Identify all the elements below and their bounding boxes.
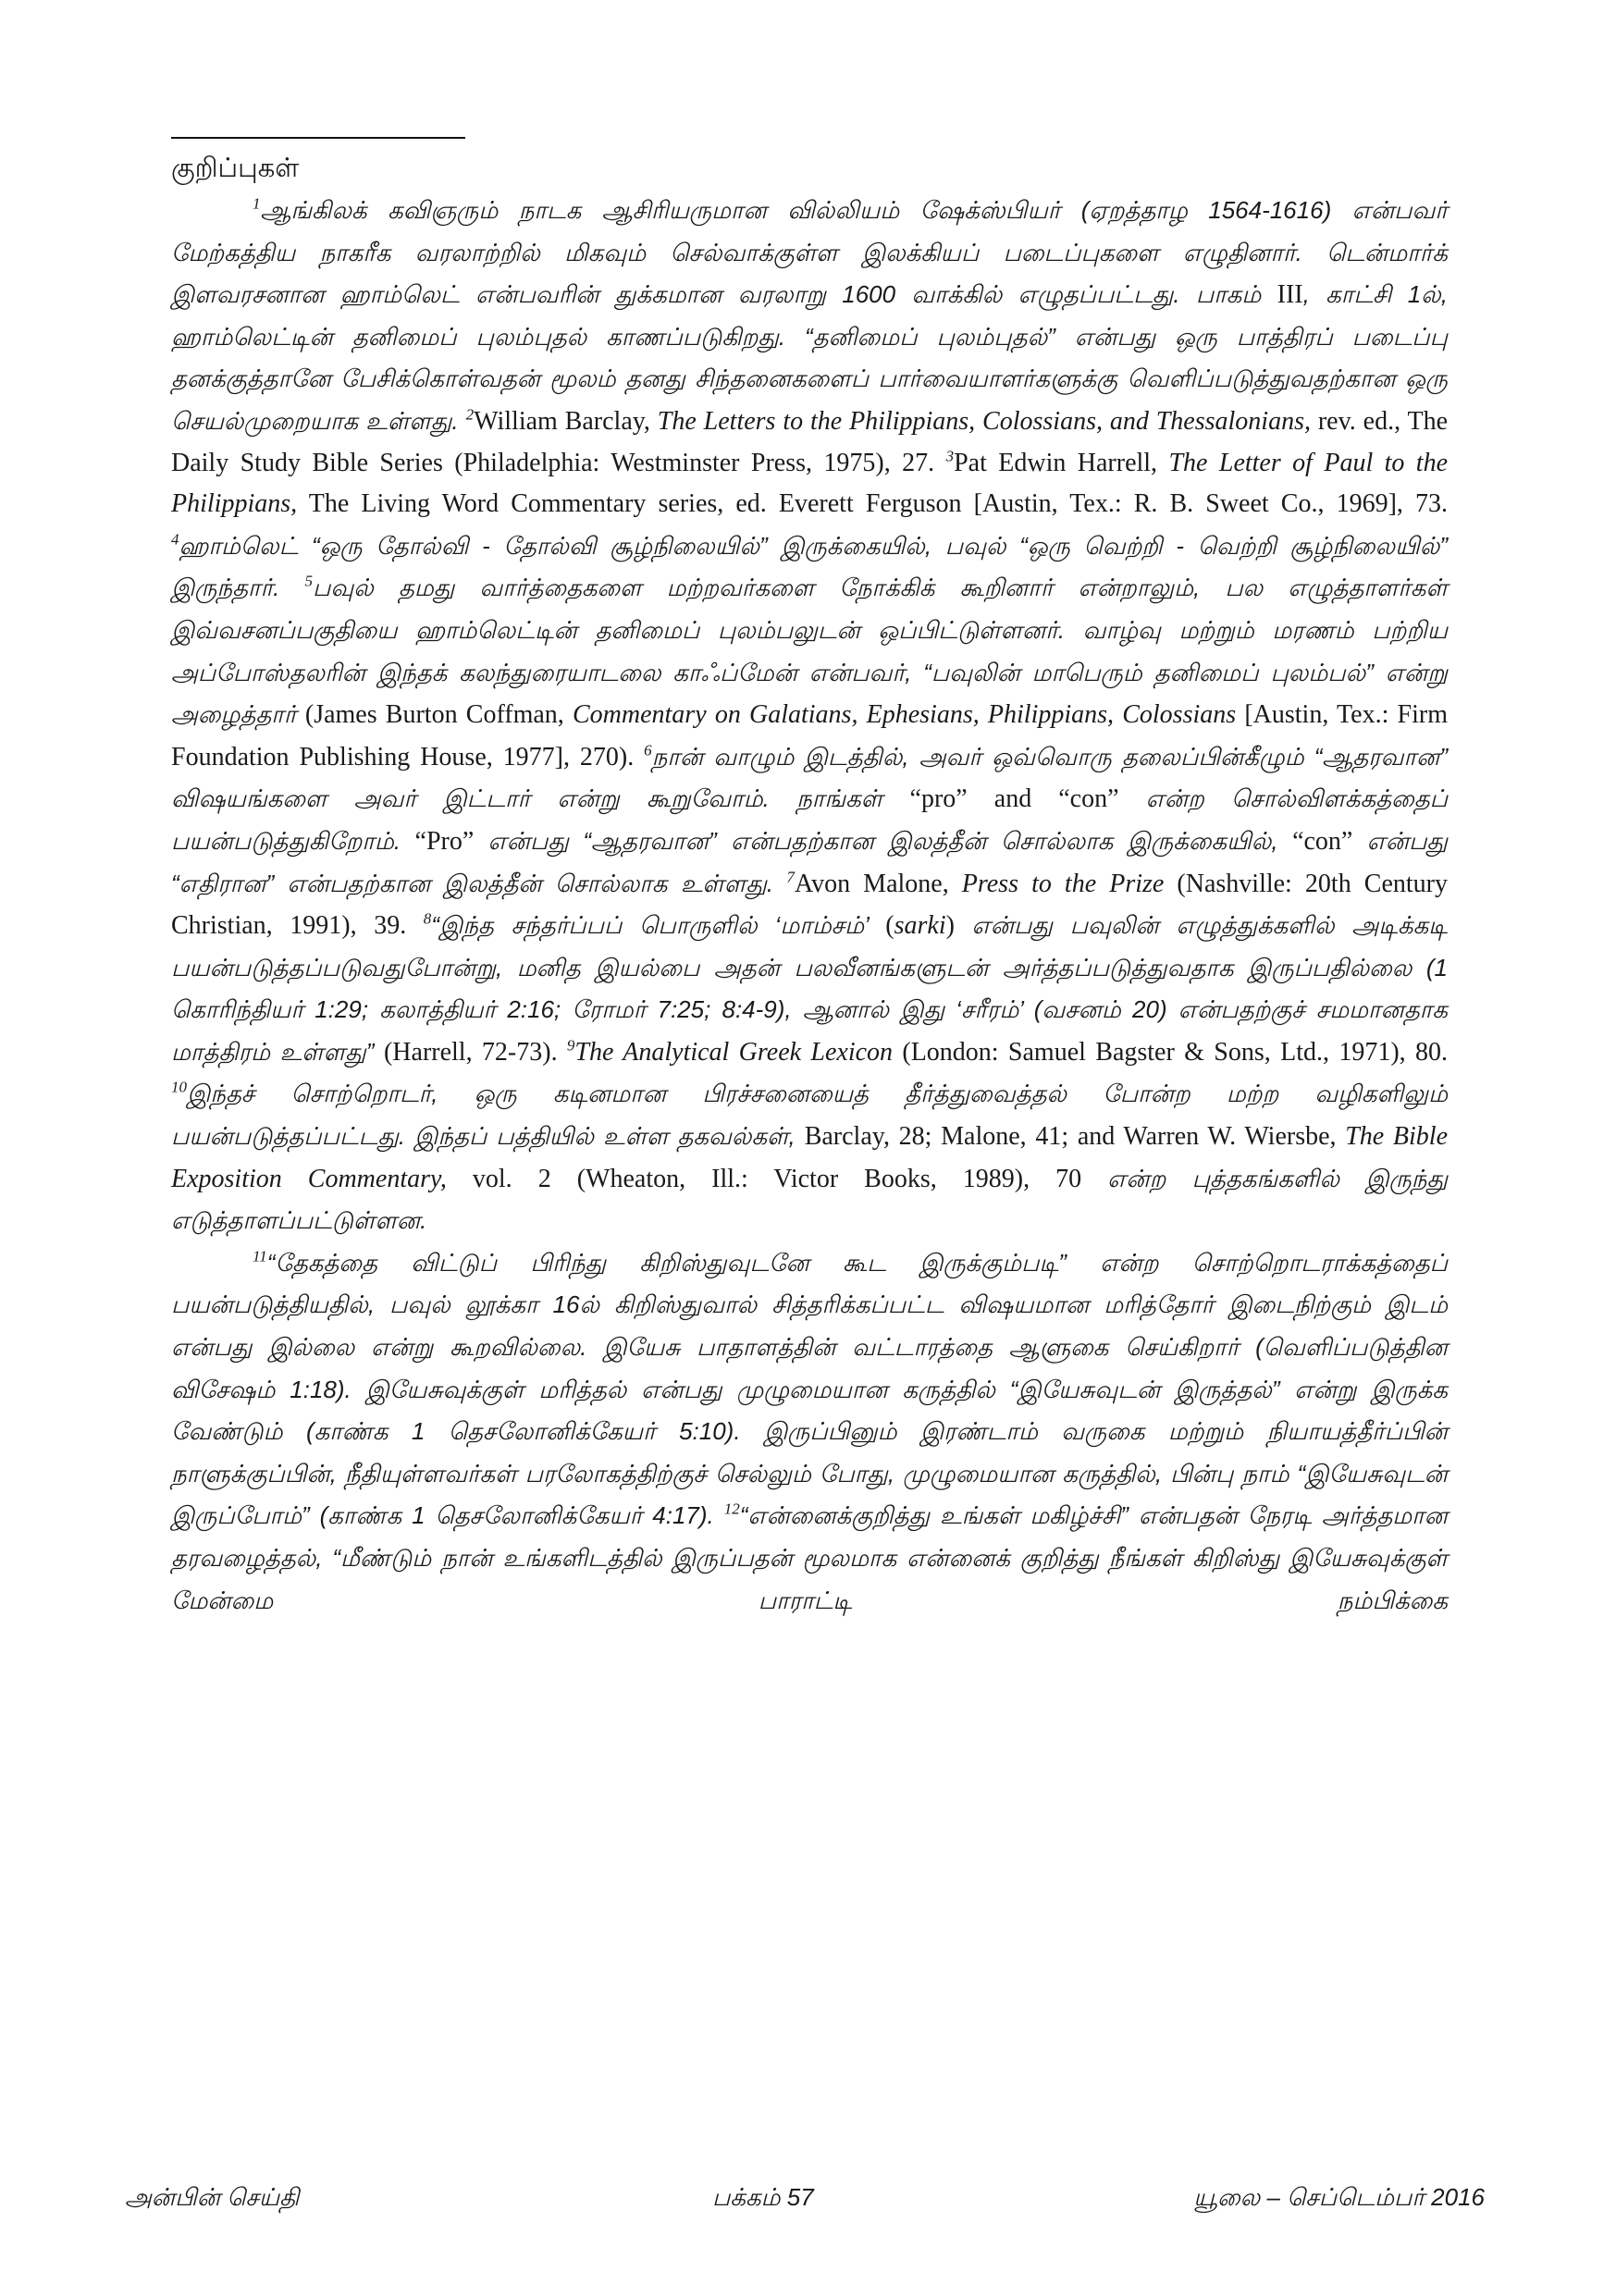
- text-segment: (Nashville: 20th Century Christian, 1991), 39.: [171, 869, 1448, 941]
- text-segment: “இந்த சந்தர்ப்பப் பொருளில் ‘மாம்சம்’: [431, 911, 886, 940]
- footer-page-number: பக்கம் 57: [712, 2183, 814, 2211]
- footnote-paragraph: [171, 1242, 1448, 1622]
- text-segment: “pro” and “con”: [909, 784, 1146, 814]
- footnote-number: 1: [253, 194, 261, 213]
- text-segment: “con”: [1292, 826, 1367, 856]
- text-segment: The Bible Exposition Commentary,: [171, 1122, 1449, 1193]
- text-segment: , காட்சி 1ல், ஹாம்லெட்டின் தனிமைப் புலம்புதல் காணப்படுகிறது. “தனிமைப் புலம்புதல்” என்பது ஒரு பாத்திரப் படைப்பு தனக்குத்தானே பேசிக்கொள்வதன் மூலம் தனது சிந்தனைகளைப் பார்வையாளர்களுக்கு வெளிப்படுத்துவதற்கான ஒரு செயல்முறையாக உள்ளது.: [171, 280, 1448, 435]
- text-segment: Barclay, 28; Malone, 41; and Warren W. Wiersbe,: [804, 1122, 1346, 1152]
- text-segment: “என்னைக்குறித்து உங்கள் மகிழ்ச்சி” என்பதன் நேரடி அர்த்தமான தரவழைத்தல், “மீண்டும் நான் உங்களிடத்தில் இருப்பதன் மூலமாக என்னைக் குறித்து நீங்கள் கிறிஸ்து இயேசுவுக்குள் மேன்மை பாராட்டி நம்பிக்கை: [171, 1501, 1448, 1614]
- text-segment: [Austin, Tex.: Firm Foundation Publishing House, 1977], 270).: [171, 700, 1449, 772]
- footnote-number: 7: [786, 868, 795, 886]
- footnote-number: 12: [723, 1500, 740, 1519]
- text-segment: ஆங்கிலக் கவிஞரும் நாடக ஆசிரியருமான வில்லியம் ஷேக்ஸ்பியர் (ஏறத்தாழ 1564-1616) என்பவர் மேற்கத்திய நாகரீக வரலாற்றில் மிகவும் செல்வாக்குள்ள இலக்கியப் படைப்புகளை எழுதினார். டென்மார்க் இளவரசனான ஹாம்லெட் என்பவரின் துக்கமான வரலாறு 1600 வாக்கில் எழுதப்பட்டது. பாகம்: [171, 196, 1448, 309]
- footnote-number: 2: [465, 405, 475, 424]
- footnote-number: 4: [171, 530, 179, 549]
- text-segment: நான் வாழும் இடத்தில், அவர் ஒவ்வொரு தலைப்பின்கீழும் “ஆதரவான” விஷயங்களை அவர் இட்டார் என்று கூறுவோம். நாங்கள்: [171, 742, 1449, 813]
- text-segment: ): [945, 911, 972, 941]
- text-segment: sarki: [894, 911, 946, 941]
- text-segment: William Barclay,: [474, 406, 658, 436]
- text-segment: The Letters to the Philippians, Colossians, and Thessalonians,: [657, 406, 1311, 436]
- text-segment: Pat Edwin Harrell,: [954, 448, 1169, 477]
- footnote-number: 6: [644, 741, 652, 759]
- text-segment: The Analytical Greek Lexicon: [574, 1037, 894, 1067]
- text-segment: The Living Word Commentary series, ed. Everett Ferguson [Austin, Tex.: R. B. Sweet Co., 1969], 73.: [297, 489, 1448, 519]
- footnote-number: 3: [945, 447, 955, 465]
- text-segment: என்பது பவுலின் எழுத்துக்களில் அடிக்கடி பயன்படுத்தப்படுவதுபோன்று, மனித இயல்பை அதன் பலவீனங்களுடன் அர்த்தப்படுத்துவதாக இருப்பதில்லை (1 கொரிந்தியர் 1:29; கலாத்தியர் 2:16; ரோமர் 7:25; 8:4-9), ஆனால் இது ‘சரீரம்’ (வசனம் 20) என்பதற்குச் சமமானதாக மாத்திரம் உள்ளது”: [171, 911, 1449, 1066]
- text-segment: rev. ed., The Daily Study Bible Series (Philadelphia: Westminster Press, 1975), 27.: [171, 406, 1448, 477]
- text-segment: என்ற சொல்விளக்கத்தைப் பயன்படுத்துகிறோம்.: [171, 784, 1448, 855]
- text-segment: (James Burton Coffman,: [304, 700, 573, 730]
- footnotes-body: [171, 190, 1448, 1622]
- text-segment: என்ற புத்தகங்களில் இருந்து எடுத்தாளப்பட்டுள்ளன.: [171, 1164, 1448, 1235]
- text-segment: Press to the Prize: [961, 869, 1165, 898]
- footnote-number: 9: [566, 1036, 575, 1055]
- text-segment: (London: Samuel Bagster & Sons, Ltd., 1971), 80.: [893, 1037, 1448, 1067]
- text-segment: (: [885, 911, 894, 941]
- text-segment: இந்தச் சொற்றொடர், ஒரு கடினமான பிரச்சனையைத் தீர்த்துவைத்தல் போன்ற மற்ற வழிகளிலும் பயன்படுத்தப்பட்டது. இந்தப் பத்தியில் உள்ள தகவல்கள்,: [171, 1080, 1448, 1151]
- text-segment: பவுல் தமது வார்த்தைகளை மற்றவர்களை நோக்கிக் கூறினார் என்றாலும், பல எழுத்தாளர்கள் இவ்வசனப்பகுதியை ஹாம்லெட்டின் தனிமைப் புலம்பலுடன் ஒப்பிட்டுள்ளனர். வாழ்வு மற்றும் மரணம் பற்றிய அப்போஸ்தலரின் இந்தக் கலந்துரையாடலை காஃப்மேன் என்பவர், “பவுலின் மாபெரும் தனிமைப் புலம்பல்” என்று அழைத்தார்: [171, 574, 1448, 729]
- footnote-separator-rule: [171, 137, 465, 139]
- text-segment: ஹாம்லெட் “ஒரு தோல்வி - தோல்வி சூழ்நிலையில்” இருக்கையில், பவுல் “ஒரு வெற்றி - வெற்றி சூழ்நிலையில்” இருந்தார்.: [171, 531, 1448, 602]
- text-segment: (Harrell, 72-73).: [383, 1037, 567, 1067]
- footer-issue-date: யூலை – செப்டெம்பர் 2016: [1193, 2183, 1485, 2211]
- text-segment: “தேகத்தை விட்டுப் பிரிந்து கிறிஸ்துவுடனே கூட இருக்கும்படி” என்ற சொற்றொடராக்கத்தைப் பயன்படுத்தியதில், பவுல் லூக்கா 16ல் கிறிஸ்துவால் சித்தரிக்கப்பட்ட விஷயமான மரித்தோர் இடைநிற்கும் இடம் என்பது இல்லை என்று கூறவில்லை. இயேசு பாதாளத்தின் வட்டாரத்தை ஆளுகை செய்கிறார் (வெளிப்படுத்தின விசேஷம் 1:18). இயேசுவுக்குள் மரித்தல் என்பது முழுமையான கருத்தில் “இயேசுவுடன் இருத்தல்” என்று இருக்க வேண்டும் (காண்க 1 தெசலோனிக்கேயர் 5:10). இருப்பினும் இரண்டாம் வருகை மற்றும் நியாயத்தீர்ப்பின் நாளுக்குப்பின், நீதியுள்ளவர்கள் பரலோகத்திற்குச் செல்லும் போது, முழுமையான கருத்தில், பின்பு நாம் “இயேசுவுடன் இருப்போம்” (காண்க 1 தெசலோனிக்கேயர் 4:17).: [171, 1248, 1449, 1530]
- footnote-number: 11: [253, 1247, 267, 1265]
- footnote-number: 10: [171, 1079, 187, 1097]
- text-segment: III: [1277, 280, 1303, 310]
- text-segment: என்பது “ஆதரவான” என்பதற்கான இலத்தீன் சொல்லாக இருக்கையில்,: [487, 826, 1293, 855]
- footer-publication-title: அன்பின் செய்தி: [125, 2183, 300, 2211]
- footnote-paragraph: [171, 190, 1448, 1242]
- text-segment: “Pro”: [414, 826, 488, 856]
- footnote-number: 5: [304, 573, 313, 591]
- notes-heading: குறிப்புகள்: [171, 154, 300, 183]
- text-segment: Avon Malone,: [794, 869, 962, 898]
- text-segment: vol. 2 (Wheaton, Ill.: Victor Books, 1989), 70: [446, 1164, 1108, 1193]
- footnote-number: 8: [423, 909, 432, 928]
- text-segment: என்பது “எதிரான” என்பதற்கான இலத்தீன் சொல்லாக உள்ளது.: [171, 826, 1448, 897]
- text-segment: Commentary on Galatians, Ephesians, Philippians, Colossians: [572, 700, 1237, 730]
- text-segment: The Letter of Paul to the Philippians,: [171, 448, 1449, 519]
